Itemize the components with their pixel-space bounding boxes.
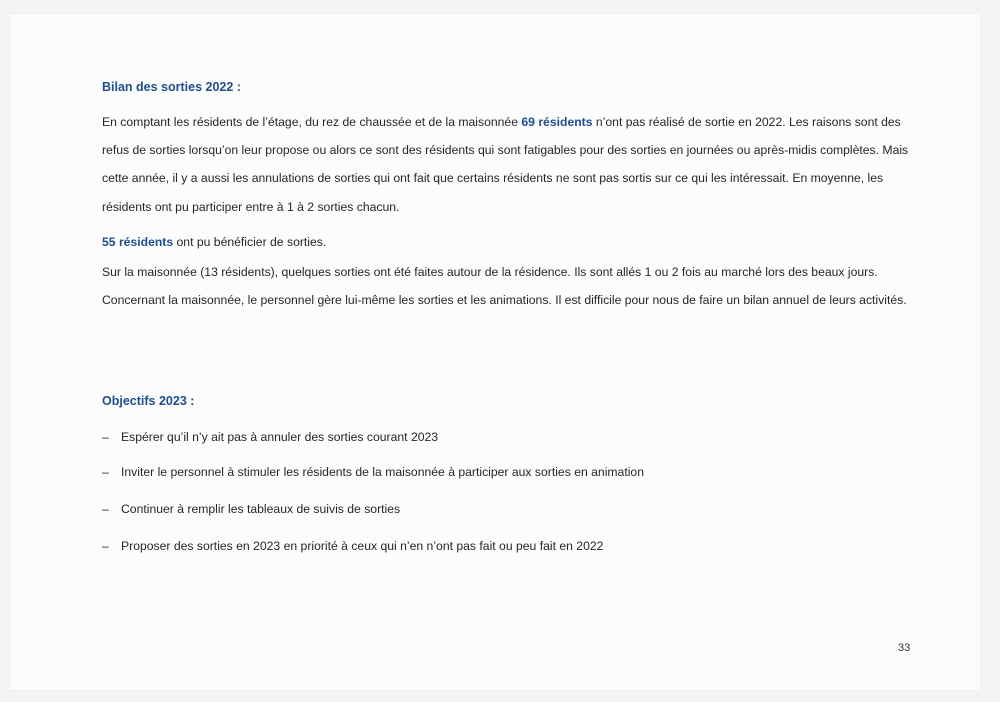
list-item <box>102 430 902 444</box>
bilan-paragraph-3: Sur la maisonnée (13 résidents), quelques sorties ont été faites autour de la résidence. Ils sont allés 1 ou 2 fois au marché lors des beaux jours. Concernant la maisonnée, le personnel gère lui-même les sorties et les animations. Il est difficile pour nous de faire un bilan annuel de leurs activités. <box>102 265 907 308</box>
list-item-text: Continuer à remplir les tableaux de suivis de sorties <box>121 502 401 516</box>
list-item <box>102 502 902 516</box>
bilan-paragraph-1 <box>102 108 912 221</box>
highlight-69-residents: 69 résidents <box>521 115 593 129</box>
document-page <box>10 14 980 690</box>
list-item-text: Espérer qu’il n’y ait pas à annuler des sorties courant 2023 <box>121 430 439 444</box>
bullet-dash: – <box>102 430 109 444</box>
bullet-dash: – <box>102 539 109 553</box>
list-item <box>102 465 902 479</box>
bilan-paragraph-2 <box>102 234 912 250</box>
list-item <box>102 539 902 553</box>
list-item-text: Proposer des sorties en 2023 en priorité à ceux qui n’en n’ont pas fait ou peu fait en 2022 <box>121 539 604 553</box>
bilan-heading: Bilan des sorties 2022 : <box>102 80 241 94</box>
list-item-text: Inviter le personnel à stimuler les résidents de la maisonnée à participer aux sorties en animation <box>121 465 644 479</box>
paragraph-text: n’ont pas réalisé de sortie en 2022. Les raisons sont des refus de sorties lorsqu’on leur propose ou alors ce sont des résidents qui sont fatigables pour des sorties en journées ou après-midis complètes. Mais cette année, il y a aussi les annulations de sorties qui ont fait que certains résidents ne sont pas sortis sur ce qui les intéressait. En moyenne, les résidents ont pu participer entre à 1 à 2 sorties chacun. <box>102 115 909 214</box>
objectifs-heading: Objectifs 2023 : <box>102 394 195 408</box>
paragraph-text: ont pu bénéficier de sorties. <box>173 235 327 249</box>
highlight-55-residents: 55 résidents <box>102 235 174 249</box>
bullet-dash: – <box>102 465 109 479</box>
paragraph-text: En comptant les résidents de l’étage, du rez de chaussée et de la maisonnée <box>102 115 522 129</box>
page-number: 33 <box>898 642 911 654</box>
bullet-dash: – <box>102 502 109 516</box>
